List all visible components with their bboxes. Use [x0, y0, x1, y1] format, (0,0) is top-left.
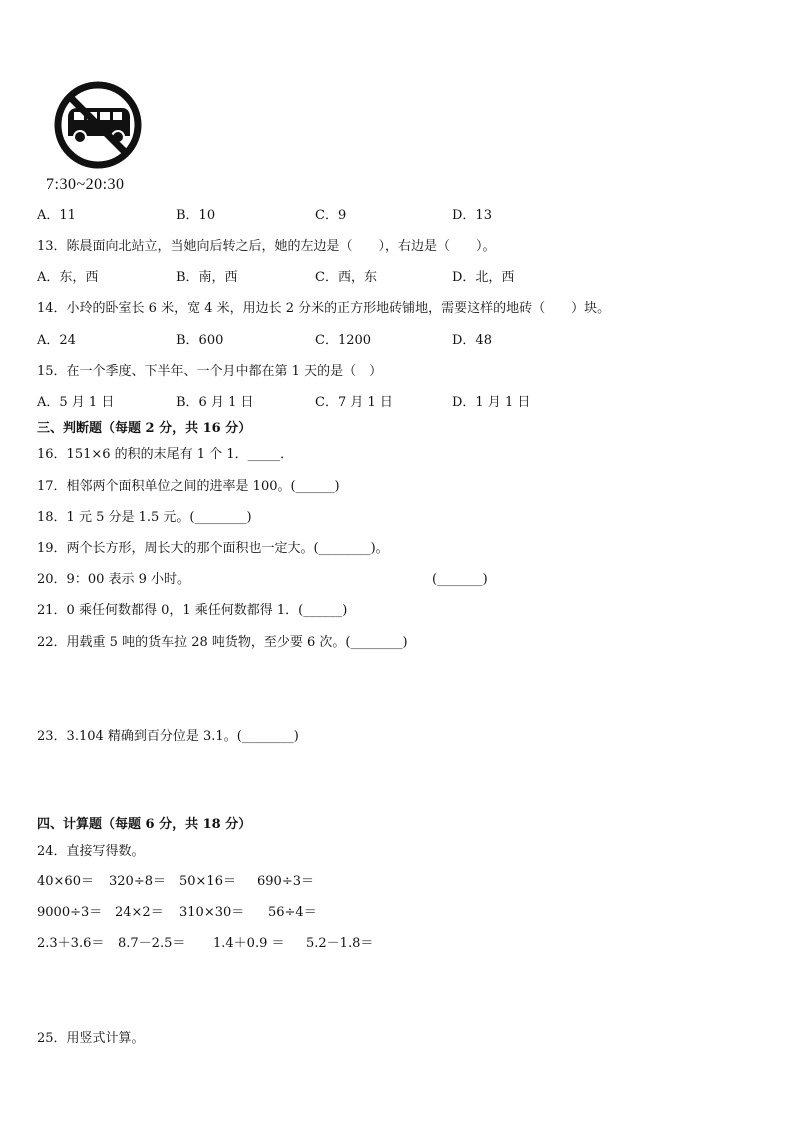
judge-item-22: 22．用载重 5 吨的货车拉 28 吨货物，至少要 6 次。(________) — [37, 635, 408, 650]
q13-option-b: B．南，西 — [176, 270, 238, 285]
calc-item: 690÷3＝ — [257, 874, 314, 889]
judge-item-20: 20．9：00 表示 9 小时。 — [37, 572, 191, 587]
judge-item-23: 23．3.104 精确到百分位是 3.1。(________) — [37, 729, 299, 744]
section-4-title: 四、计算题（每题 6 分，共 18 分） — [37, 817, 252, 832]
q14-option-a: A．24 — [37, 333, 76, 348]
q15-option-d: D．1 月 1 日 — [452, 395, 531, 410]
calc-item: 310×30＝ — [179, 905, 245, 920]
q14-option-b: B．600 — [176, 333, 224, 348]
judge-item-20-blank: (_______) — [432, 572, 488, 587]
calc-item: 2.3＋3.6＝ — [37, 936, 105, 951]
q12-option-d: D．13 — [452, 208, 492, 223]
q14-text: 14．小玲的卧室长 6 米，宽 4 米，用边长 2 分米的正方形地砖铺地，需要这样的地砖（ ）块。 — [37, 301, 611, 316]
q13-option-c: C．西，东 — [315, 270, 377, 285]
judge-item-19: 19．两个长方形，周长大的那个面积也一定大。(________)。 — [37, 541, 389, 556]
judge-item-16: 16．151×6 的积的末尾有 1 个 1．_____． — [37, 447, 294, 462]
q14-option-d: D．48 — [452, 333, 492, 348]
calc-item: 56÷4＝ — [268, 905, 317, 920]
q12-option-c: C．9 — [315, 208, 347, 223]
no-bus-sign-icon — [50, 80, 146, 170]
calc-item: 1.4＋0.9 ＝ — [213, 936, 285, 951]
q13-option-a: A．东，西 — [37, 270, 99, 285]
q14-option-c: C．1200 — [315, 333, 372, 348]
calc-item: 5.2－1.8＝ — [306, 936, 374, 951]
q15-option-c: C．7 月 1 日 — [315, 395, 393, 410]
sign-time-label: 7:30~20:30 — [46, 176, 125, 193]
q24-text: 24．直接写得数。 — [37, 844, 145, 859]
judge-item-17: 17．相邻两个面积单位之间的进率是 100。(______) — [37, 479, 340, 494]
q12-option-b: B．10 — [176, 208, 216, 223]
q13-text: 13．陈晨面向北站立，当她向后转之后，她的左边是（ ），右边是（ ）。 — [37, 239, 496, 254]
calc-item: 9000÷3＝ — [37, 905, 103, 920]
calc-item: 320÷8＝ — [109, 874, 166, 889]
calc-item: 40×60＝ — [37, 874, 94, 889]
q12-option-a: A．11 — [37, 208, 76, 223]
q13-option-d: D．北，西 — [452, 270, 515, 285]
calc-item: 8.7－2.5＝ — [118, 936, 186, 951]
calc-item: 50×16＝ — [179, 874, 236, 889]
section-3-title: 三、判断题（每题 2 分，共 16 分） — [37, 421, 252, 436]
calc-item: 24×2＝ — [115, 905, 164, 920]
q25-text: 25．用竖式计算。 — [37, 1031, 145, 1046]
judge-item-18: 18．1 元 5 分是 1.5 元。(________) — [37, 510, 252, 525]
q15-text: 15．在一个季度、下半年、一个月中都在第 1 天的是（ ） — [37, 364, 383, 379]
q15-option-b: B．6 月 1 日 — [176, 395, 254, 410]
q15-option-a: A．5 月 1 日 — [37, 395, 115, 410]
judge-item-21: 21．0 乘任何数都得 0，1 乘任何数都得 1．(______) — [37, 603, 348, 618]
